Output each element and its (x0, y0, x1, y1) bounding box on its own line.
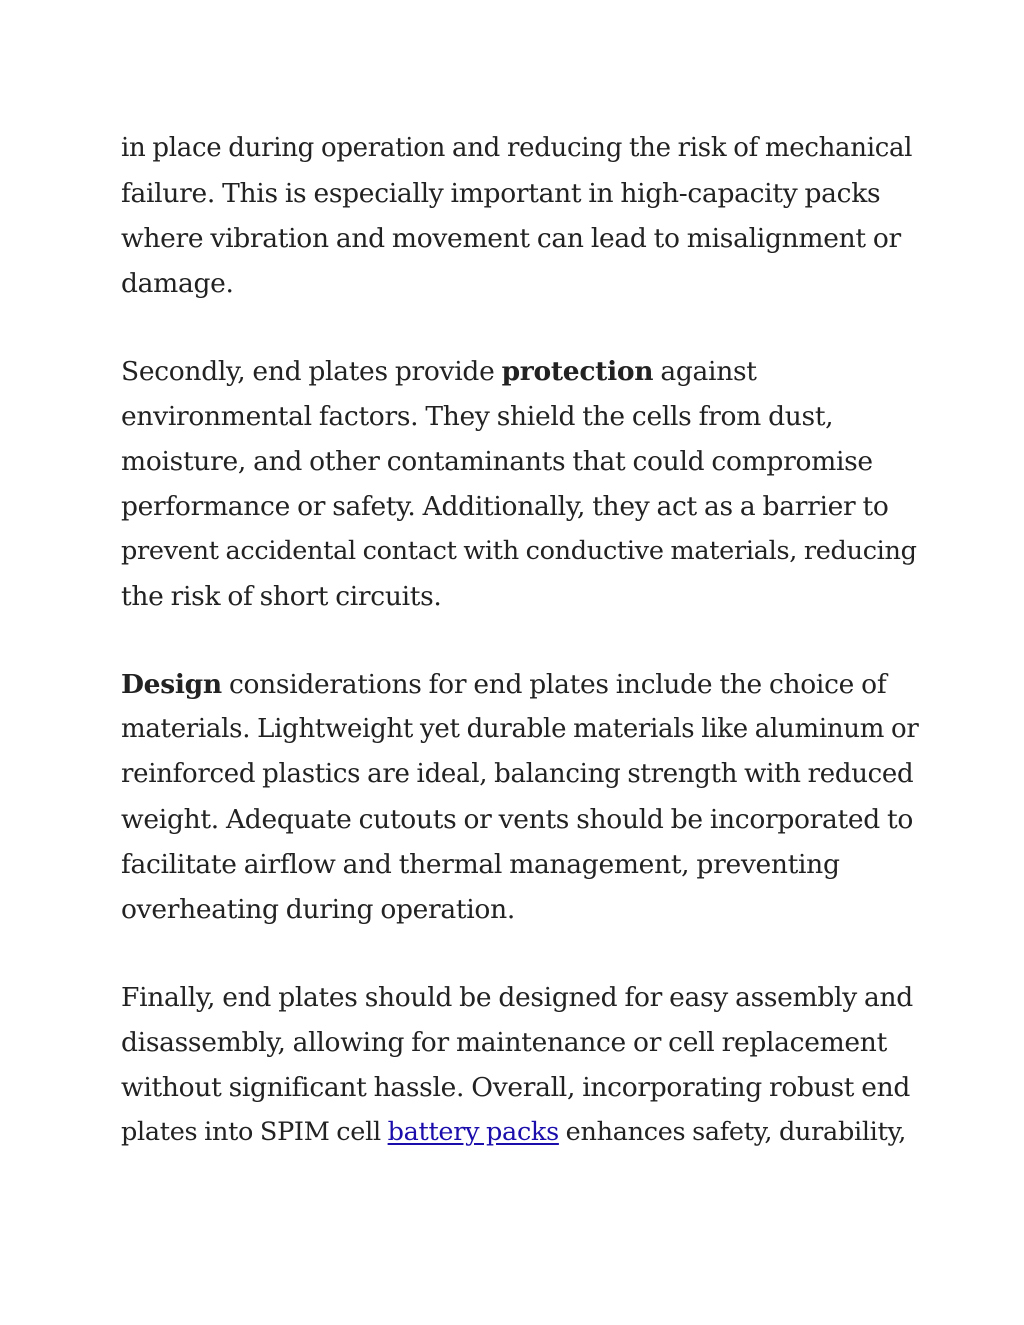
text-line: where vibration and movement can lead to misalignment or (121, 223, 901, 254)
text-line: disassembly, allowing for maintenance or cell replacement (121, 1027, 887, 1058)
text-line: damage. (121, 268, 234, 299)
text-segment: plates into SPIM cell (121, 1117, 388, 1147)
text-line (121, 1110, 921, 1155)
text-line: facilitate airflow and thermal management, preventing (121, 849, 840, 880)
text-line: Finally, end plates should be designed for easy assembly and (121, 982, 913, 1013)
text-segment: against (653, 356, 757, 387)
emphasis-protection: protection (501, 356, 654, 387)
text-line: the risk of short circuits. (121, 581, 442, 612)
text-line: performance or safety. Additionally, they act as a barrier to (121, 491, 889, 522)
text-line: overheating during operation. (121, 894, 515, 925)
text-line: environmental factors. They shield the cells from dust, (121, 401, 834, 432)
text-line: failure. This is especially important in high-capacity packs (121, 178, 881, 209)
text-line: moisture, and other contaminants that could compromise (121, 446, 873, 477)
paragraph-finally (121, 975, 921, 1155)
paragraph-design (121, 662, 921, 932)
paragraph-protection (121, 349, 921, 619)
paragraph-purpose (121, 126, 921, 306)
text-segment: enhances safety, durability, (558, 1117, 907, 1147)
text-line (121, 662, 921, 707)
text-line: reinforced plastics are ideal, balancing strength with reduced (121, 759, 914, 789)
text-line: prevent accidental contact with conductive materials, reducing (121, 536, 917, 566)
article-body (121, 126, 921, 1198)
text-line: in place during operation and reducing the risk of mechanical (121, 133, 913, 163)
text-line: without significant hassle. Overall, incorporating robust end (121, 1072, 911, 1103)
text-line: weight. Adequate cutouts or vents should be incorporated to (121, 804, 914, 835)
battery-packs-link[interactable]: battery packs (387, 1117, 559, 1147)
emphasis-design: Design (121, 669, 222, 700)
text-line: materials. Lightweight yet durable materials like aluminum or (121, 714, 919, 744)
text-segment: Secondly, end plates provide (121, 356, 502, 387)
text-segment: considerations for end plates include the choice of (221, 669, 887, 700)
text-line (121, 349, 921, 394)
